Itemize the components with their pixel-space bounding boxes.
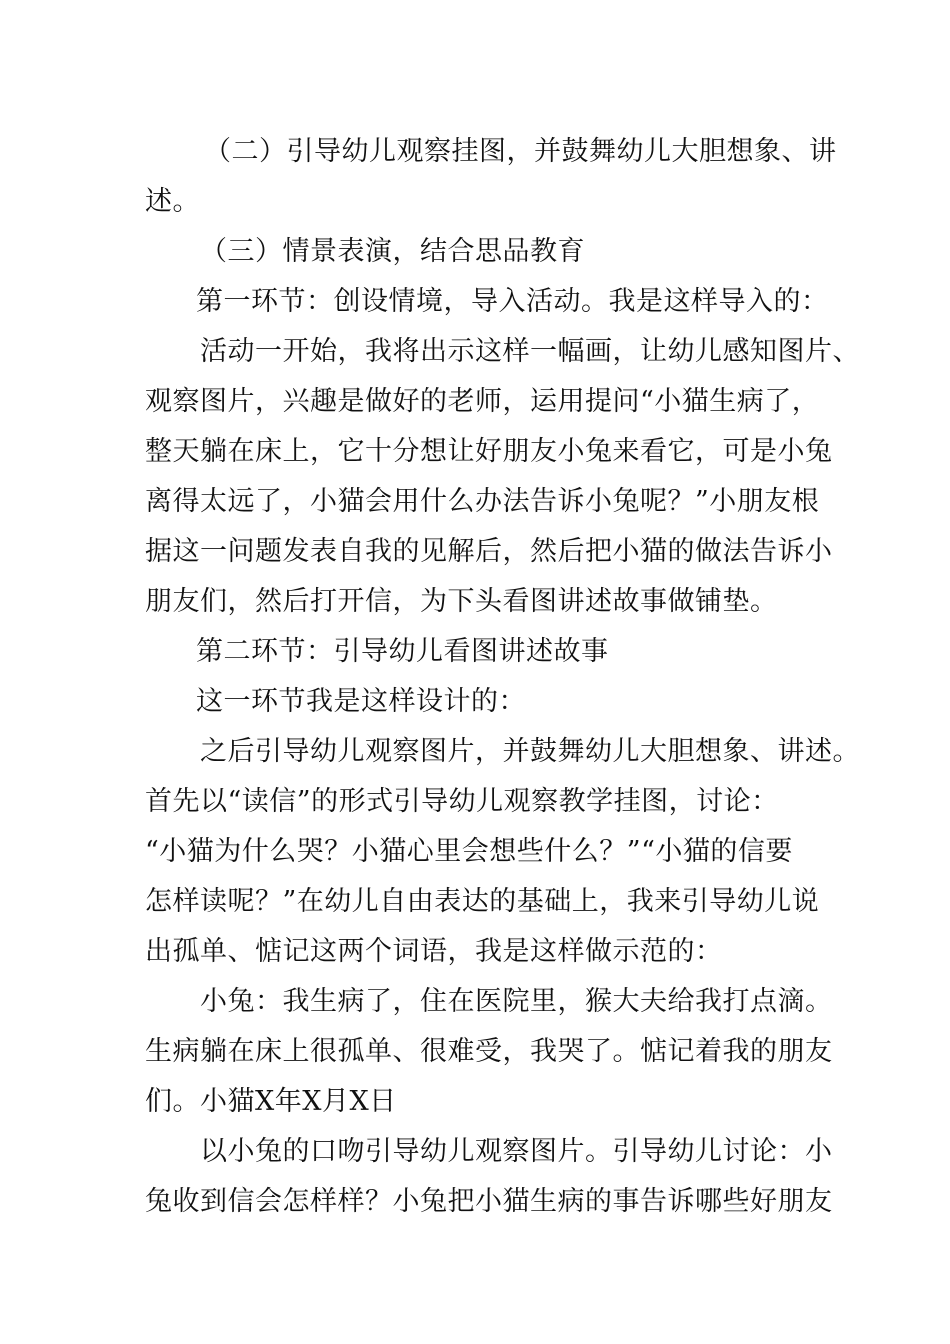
paragraph-line: 述。 xyxy=(145,186,200,217)
paragraph-line: 活动一开始，我将出示这样一幅画，让幼儿感知图片、 xyxy=(200,336,860,367)
paragraph-line: 出孤单、惦记这两个词语，我是这样做示范的： xyxy=(145,936,723,967)
paragraph-line: 首先以“读信”的形式引导幼儿观察教学挂图，讨论： xyxy=(145,786,779,817)
paragraph-line: 小兔：我生病了，住在医院里，猴大夫给我打点滴。 xyxy=(200,986,833,1017)
paragraph-line: 生病躺在床上很孤单、很难受，我哭了。惦记着我的朋友 xyxy=(145,1036,833,1067)
paragraph-line: 怎样读呢？”在幼儿自由表达的基础上，我来引导幼儿说 xyxy=(145,886,820,917)
paragraph-line: （二）引导幼儿观察挂图，并鼓舞幼儿大胆想象、讲 xyxy=(204,136,837,167)
paragraph-line: 兔收到信会怎样样？小兔把小猫生病的事告诉哪些好朋友 xyxy=(145,1186,833,1217)
paragraph-line: 据这一问题发表自我的见解后，然后把小猫的做法告诉小 xyxy=(145,536,833,567)
paragraph-line: 们。小猫X年X月X日 xyxy=(145,1086,397,1117)
paragraph-line: 第二环节：引导幼儿看图讲述故事 xyxy=(196,636,609,667)
paragraph-line: 离得太远了，小猫会用什么办法告诉小兔呢？”小朋友根 xyxy=(145,486,820,517)
paragraph-line: 以小兔的口吻引导幼儿观察图片。引导幼儿讨论：小 xyxy=(200,1136,833,1167)
paragraph-line: （三）情景表演，结合思品教育 xyxy=(200,236,585,267)
paragraph-line: “小猫为什么哭？小猫心里会想些什么？”“小猫的信要 xyxy=(145,836,793,867)
paragraph-line: 之后引导幼儿观察图片，并鼓舞幼儿大胆想象、讲述。 xyxy=(200,736,860,767)
paragraph-line: 这一环节我是这样设计的： xyxy=(196,686,526,717)
paragraph-line: 观察图片，兴趣是做好的老师，运用提问“小猫生病了， xyxy=(145,386,820,417)
paragraph-line: 整天躺在床上，它十分想让好朋友小兔来看它，可是小兔 xyxy=(145,436,833,467)
paragraph-line: 第一环节：创设情境，导入活动。我是这样导入的： xyxy=(196,286,829,317)
paragraph-line: 朋友们，然后打开信，为下头看图讲述故事做铺垫。 xyxy=(145,586,778,617)
